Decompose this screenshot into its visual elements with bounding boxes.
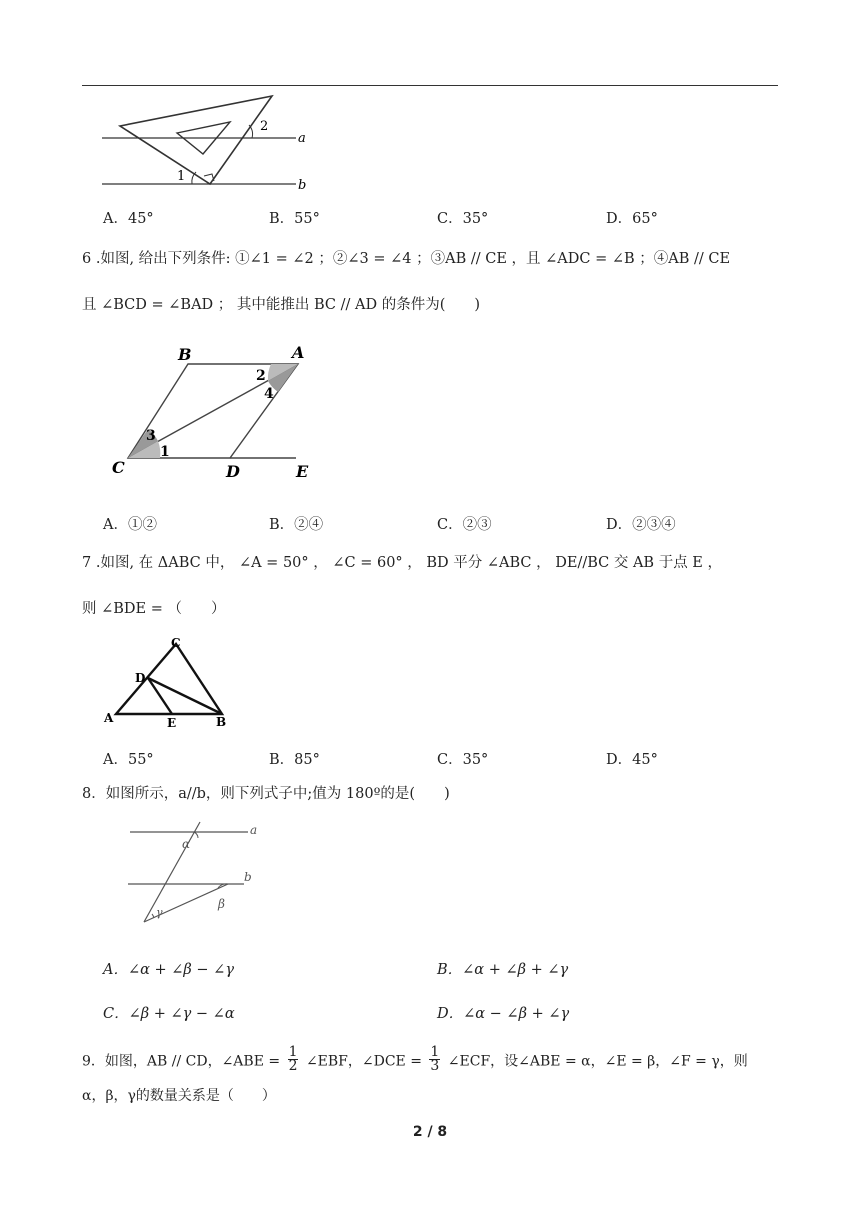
q9-frac1-den: 2 <box>288 1058 298 1074</box>
q9-stem-line1 <box>82 1044 748 1075</box>
q5-option-a[interactable]: A．45° <box>103 211 154 227</box>
q7-figure <box>100 634 240 730</box>
q7-option-c[interactable]: C．35° <box>437 752 489 768</box>
q7-label-E: E <box>167 716 177 730</box>
header-rule <box>82 85 778 86</box>
q6-label-C: C <box>112 458 125 477</box>
q8-figure <box>124 818 274 928</box>
q5-option-b[interactable]: B．55° <box>269 211 320 227</box>
q8-option-b[interactable]: B．∠α + ∠β + ∠γ <box>437 962 569 978</box>
q7-label-D: D <box>135 671 146 685</box>
q5-option-c[interactable]: C．35° <box>437 211 489 227</box>
q7-option-a[interactable]: A．55° <box>103 752 154 768</box>
q6-label-E: E <box>296 462 309 481</box>
q5-label-b: b <box>298 178 307 193</box>
q5-label-a: a <box>298 131 306 146</box>
q5-figure <box>100 92 320 196</box>
q6-option-b[interactable]: B．②④ <box>269 517 324 533</box>
q8-option-a[interactable]: A．∠α + ∠β − ∠γ <box>103 962 234 978</box>
q6-option-a[interactable]: A．①② <box>103 517 157 533</box>
q7-option-d[interactable]: D．45° <box>606 752 658 768</box>
q5-label-2: 2 <box>260 119 269 134</box>
q6-figure <box>108 340 338 484</box>
q8-label-alpha: α <box>182 837 191 851</box>
page-number: 2 / 8 <box>412 1124 448 1140</box>
q7-stem-line2: 则 ∠BDE = （ ） <box>82 601 226 617</box>
q7-label-B: B <box>216 715 227 729</box>
q6-label-D: D <box>226 462 240 481</box>
q7-option-b[interactable]: B．85° <box>269 752 320 768</box>
q8-option-c[interactable]: C．∠β + ∠γ − ∠α <box>103 1006 235 1022</box>
q8-label-b: b <box>244 870 252 884</box>
q6-stem-line2: 且 ∠BCD = ∠BAD ； 其中能推出 BC // AD 的条件为( ) <box>82 297 481 313</box>
q6-label-2: 2 <box>256 368 266 384</box>
q8-label-beta: β <box>218 897 225 911</box>
q9-frac1-num: 1 <box>288 1044 298 1060</box>
q8-label-a: a <box>250 823 258 837</box>
q9-stem-part-a: 9．如图，AB // CD，∠ABE = <box>82 1053 281 1070</box>
q6-label-1: 1 <box>160 444 170 460</box>
q9-stem-part-c: ∠ECF，设∠ABE = α，∠E = β，∠F = γ，则 <box>447 1053 748 1070</box>
q7-label-A: A <box>104 711 114 725</box>
q8-label-gamma: γ <box>156 906 163 919</box>
q6-stem-line1: 6 .如图, 给出下列条件: ①∠1 = ∠2 ；②∠3 = ∠4 ；③AB // CE ，且 ∠ADC = ∠B ；④AB // CE <box>82 251 731 267</box>
q6-label-4: 4 <box>264 386 274 402</box>
q9-stem-part-b: ∠EBF，∠DCE = <box>305 1053 422 1070</box>
q8-stem: 8．如图所示，a//b，则下列式子中;值为 180º的是( ) <box>82 786 450 802</box>
q6-label-3: 3 <box>146 428 156 444</box>
q5-option-d[interactable]: D．65° <box>606 211 658 227</box>
q8-option-d[interactable]: D．∠α − ∠β + ∠γ <box>437 1006 570 1022</box>
q6-label-B: B <box>178 345 192 364</box>
q9-frac2-num: 1 <box>430 1044 440 1060</box>
q9-fraction-2 <box>429 1046 440 1073</box>
q5-label-1: 1 <box>177 169 186 184</box>
q9-frac2-den: 3 <box>430 1058 440 1074</box>
q7-label-C: C <box>171 636 181 650</box>
q6-option-d[interactable]: D．②③④ <box>606 517 676 533</box>
q9-fraction-1 <box>288 1046 299 1073</box>
q6-label-A: A <box>292 343 305 362</box>
q6-option-c[interactable]: C．②③ <box>437 517 492 533</box>
q9-stem-line2: α，β，γ的数量关系是（ ） <box>82 1088 276 1104</box>
q7-stem-line1: 7 .如图, 在 ΔABC 中， ∠A = 50° ， ∠C = 60° ， BD 平分 ∠ABC ， DE//BC 交 AB 于点 E ， <box>82 555 723 571</box>
